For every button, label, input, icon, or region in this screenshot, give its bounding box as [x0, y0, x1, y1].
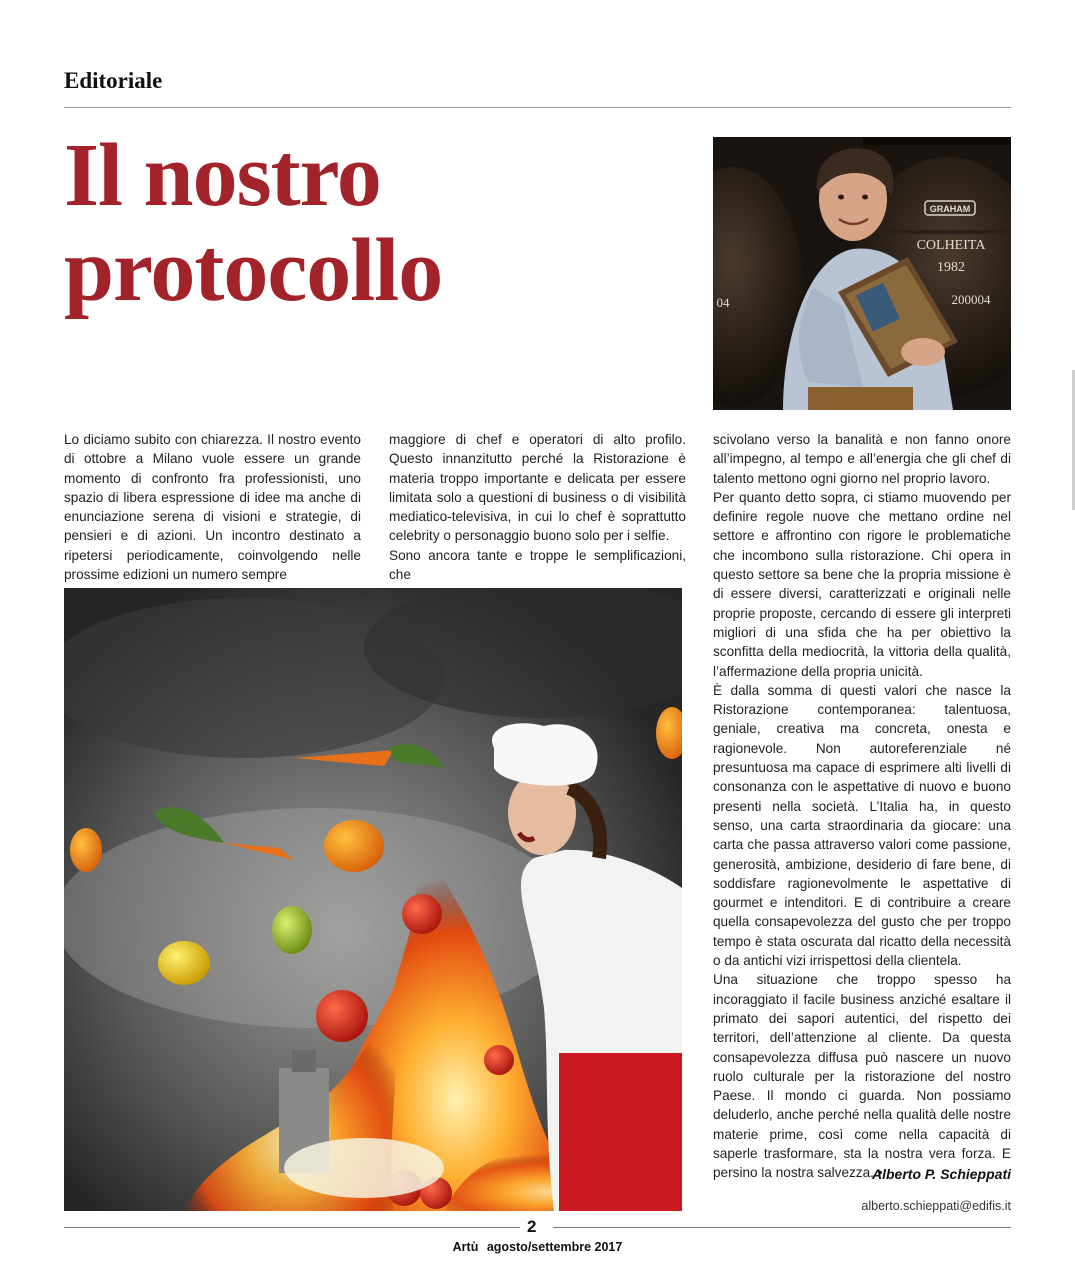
- column-1: [64, 430, 361, 584]
- barrel-label: COLHEITA: [916, 238, 986, 253]
- column-1-text: Lo diciamo subito con chiarezza. Il nostro evento di ottobre a Milano vuole essere un grande momento di confronto fra professionisti, uno spazio di libera espressione di idee ma anche di enunciazione serena di visioni e strategie, di pensieri e di azioni. Un incontro destinato a ripetersi periodicamente, coinvolgendo nelle prossime edizioni un numero sempre: [64, 432, 361, 583]
- author-signature: Alberto P. Schieppati: [872, 1166, 1011, 1182]
- issue-date: agosto/settembre 2017: [486, 1240, 623, 1254]
- column-2: [389, 430, 686, 584]
- chef-hat: [492, 723, 598, 785]
- footer-divider-right: [553, 1227, 1011, 1228]
- section-label: Editoriale: [64, 68, 163, 93]
- footer-divider-left: [64, 1227, 520, 1228]
- tomato: [402, 894, 442, 934]
- chef-apron: [559, 1053, 682, 1211]
- column-3-paragraph-3: È dalla somma di questi valori che nasce la Ristorazione contemporanea: talentuosa, geniale, creativa ma concreta, onesta e ragionevole. Non autoreferenziale né presuntuosa ma capace di esprimere alti livelli di consonanza con le aspettative di nuovo e buono presenti nella società. L’Italia ha, in questo senso, una carta straordinaria da giocare: una carta che passa attraverso valori come passione, generosità, ambizione, desiderio di fare bene, di soddisfare ragionevolmente le aspettative di gourmet e intenditori. E di contribuire a creare quella consapevolezza del gusto che per troppo tempo è stata oscurata dal ricatto della necessità o da antichi vizi irrispettosi della clientela.: [713, 682, 1011, 969]
- footer: [0, 1240, 1075, 1254]
- header-divider: [64, 107, 1011, 108]
- hero-image: [64, 588, 682, 1211]
- barrel-left-code: 04: [716, 295, 730, 310]
- barrel-year: 1982: [937, 260, 965, 275]
- column-2-paragraph-2: Sono ancora tante e troppe le semplificazioni, che: [389, 547, 686, 583]
- page-number: 2: [527, 1217, 537, 1236]
- column-2-paragraph-1: maggiore di chef e operatori di alto profilo. Questo innanzitutto perché la Ristorazione è materia troppo importante e delicata per essere limitata solo a questioni di business o di visibilità mediatico-televisiva, in cui lo chef è soprattutto celebrity o personaggio buono solo per i selfie.: [389, 432, 686, 544]
- pepper-yellow: [158, 941, 210, 985]
- pepper-green: [272, 906, 312, 954]
- column-3: [713, 430, 1011, 1183]
- title-line-1: Il nostro: [64, 126, 381, 225]
- barrel-code: 200004: [951, 292, 991, 307]
- column-3-paragraph-4: Una situazione che troppo spesso ha incoraggiato il facile business anziché esaltare il primato dei sapori autentici, del rispetto dei territori, dell’attenzione al cliente. Da questa consapevolezza diffusa può nascere un nuovo ruolo culturale per la ristorazione del nostro Paese. Il mondo ci guarda. Non possiamo deluderlo, anche perché nella qualità delle nostre materie prime, così come nella capacità di saperle trasformare, sta la nostra vera forza. E persino la nostra salvezza. •: [713, 972, 1011, 1181]
- crate: [808, 387, 913, 410]
- author-photo-illustration: [713, 137, 1011, 410]
- barrel-brand: GRAHAM: [929, 204, 971, 214]
- chef-fire-illustration: [64, 588, 682, 1211]
- column-3-paragraph-2: Per quanto detto sopra, ci stiamo muovendo per definire regole nuove che mettano ordine nel settore e affrontino con rigore le problematiche che incombono sulla ristorazione. Chi opera in questo settore sa bene che la propria missione è di essere diversi, caratterizzati e originali nelle proprie proposte, cercando di essere gli interpreti migliori di una sfida che ha per obiettivo la sconfitta della mediocrità, la vittoria della qualità, l’affermazione della propria unicità.: [713, 489, 1011, 679]
- publication-name: Artù: [452, 1240, 479, 1254]
- author-email[interactable]: alberto.schieppati@edifis.it: [861, 1199, 1011, 1213]
- author-photo: [713, 137, 1011, 410]
- article-title: [64, 128, 704, 318]
- column-3-paragraph-1: scivolano verso la banalità e non fanno onore all’impegno, al tempo e all’energia che gli chef di talento mettono ogni giorno nel proprio lavoro.: [713, 432, 1011, 486]
- title-line-2: protocollo: [64, 221, 443, 320]
- pepper-orange: [324, 820, 384, 872]
